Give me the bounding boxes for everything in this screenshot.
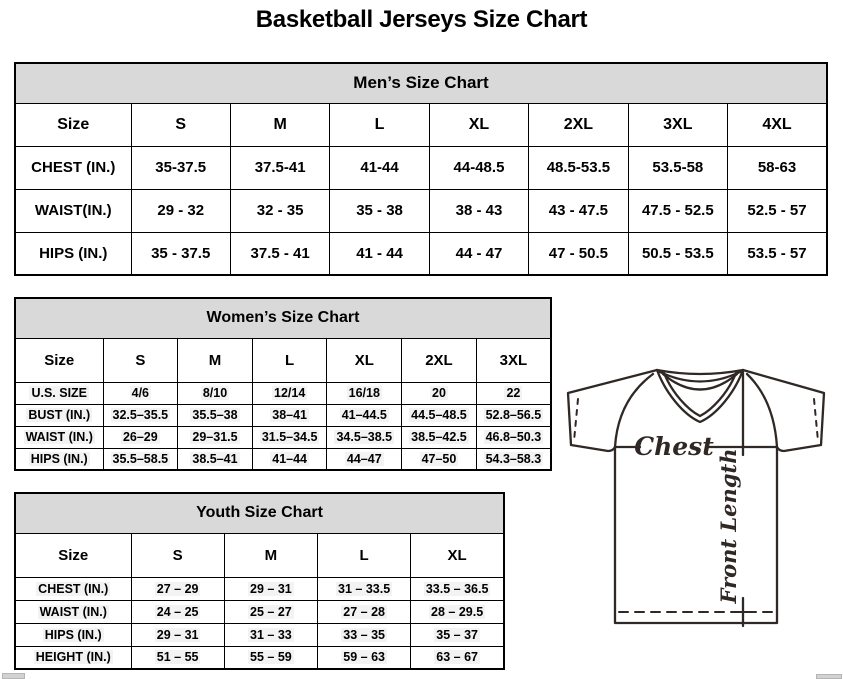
table-band-row	[15, 493, 504, 533]
size-value: 35.5–58.5	[103, 448, 178, 470]
size-value: 53.5 - 57	[728, 232, 827, 275]
size-value: 32 - 35	[230, 189, 329, 232]
table-header-row	[15, 103, 827, 146]
size-value: 47.5 - 52.5	[628, 189, 727, 232]
table-row	[15, 448, 551, 470]
table-row	[15, 189, 827, 232]
size-value: 37.5-41	[230, 146, 329, 189]
chest-label: Chest	[634, 432, 714, 461]
size-col-header: S	[103, 338, 178, 382]
size-col-header: Size	[15, 103, 131, 146]
size-col-header: 4XL	[728, 103, 827, 146]
table-header-row	[15, 338, 551, 382]
size-value: 32.5–35.5	[103, 404, 178, 426]
size-value: 25 – 27	[224, 600, 317, 623]
jersey-outline	[568, 370, 824, 623]
size-value: 38 - 43	[429, 189, 528, 232]
size-value: 12/14	[252, 382, 327, 404]
size-value: 31 – 33.5	[318, 577, 411, 600]
size-value: 38.5–42.5	[402, 426, 477, 448]
size-value: 55 – 59	[224, 646, 317, 669]
table-row	[15, 577, 504, 600]
row-label: CHEST (IN.)	[15, 577, 131, 600]
size-col-header: L	[252, 338, 327, 382]
size-col-header: S	[131, 533, 224, 577]
row-label: HIPS (IN.)	[15, 623, 131, 646]
size-value: 20	[402, 382, 477, 404]
table-row	[15, 146, 827, 189]
size-value: 41–44.5	[327, 404, 402, 426]
size-value: 35 – 37	[411, 623, 504, 646]
size-value: 29–31.5	[178, 426, 253, 448]
size-value: 46.8–50.3	[476, 426, 551, 448]
size-value: 51 – 55	[131, 646, 224, 669]
size-col-header: XL	[411, 533, 504, 577]
table-row	[15, 623, 504, 646]
size-value: 31 – 33	[224, 623, 317, 646]
size-value: 35 - 38	[330, 189, 429, 232]
size-value: 63 – 67	[411, 646, 504, 669]
size-value: 28 – 29.5	[411, 600, 504, 623]
size-value: 27 – 28	[318, 600, 411, 623]
size-col-header: M	[178, 338, 253, 382]
size-value: 24 – 25	[131, 600, 224, 623]
size-value: 54.3–58.3	[476, 448, 551, 470]
row-label: U.S. SIZE	[15, 382, 103, 404]
table-header-row	[15, 533, 504, 577]
jersey-measurement-diagram	[556, 358, 843, 648]
size-value: 41-44	[330, 146, 429, 189]
size-value: 34.5–38.5	[327, 426, 402, 448]
size-col-header: M	[224, 533, 317, 577]
row-label: WAIST (IN.)	[15, 600, 131, 623]
table-row	[15, 382, 551, 404]
size-value: 44.5–48.5	[402, 404, 477, 426]
size-col-header: S	[131, 103, 230, 146]
size-col-header: 2XL	[529, 103, 628, 146]
size-col-header: XL	[429, 103, 528, 146]
size-col-header: 3XL	[476, 338, 551, 382]
size-value: 35 - 37.5	[131, 232, 230, 275]
table-row	[15, 600, 504, 623]
front-length-label: Front Length	[716, 448, 741, 604]
row-label: CHEST (IN.)	[15, 146, 131, 189]
size-col-header: Size	[15, 533, 131, 577]
bottom-left-fragment	[2, 673, 25, 679]
vneck-inner	[664, 373, 736, 416]
table-band-row	[15, 298, 551, 338]
size-value: 33 – 35	[318, 623, 411, 646]
bottom-right-fragment	[816, 674, 842, 679]
table-row	[15, 232, 827, 275]
size-value: 52.5 - 57	[728, 189, 827, 232]
size-value: 43 - 47.5	[529, 189, 628, 232]
size-value: 29 - 32	[131, 189, 230, 232]
table-row	[15, 426, 551, 448]
left-cuff-dashes	[574, 399, 578, 441]
table-row	[15, 404, 551, 426]
youth-size-chart-table	[14, 492, 505, 670]
table-band-row	[15, 63, 827, 103]
size-value: 35-37.5	[131, 146, 230, 189]
womens-chart-title: Women’s Size Chart	[15, 298, 551, 338]
size-value: 38.5–41	[178, 448, 253, 470]
size-value: 16/18	[327, 382, 402, 404]
size-col-header: 3XL	[628, 103, 727, 146]
size-value: 47–50	[402, 448, 477, 470]
vneck-outer	[657, 370, 743, 422]
mens-chart-title: Men’s Size Chart	[15, 63, 827, 103]
size-value: 47 - 50.5	[529, 232, 628, 275]
size-value: 41 - 44	[330, 232, 429, 275]
size-value: 44-48.5	[429, 146, 528, 189]
size-value: 4/6	[103, 382, 178, 404]
mens-size-chart-table	[14, 62, 828, 276]
size-value: 22	[476, 382, 551, 404]
size-value: 50.5 - 53.5	[628, 232, 727, 275]
page-title: Basketball Jerseys Size Chart	[255, 6, 588, 33]
youth-chart-title: Youth Size Chart	[15, 493, 504, 533]
size-value: 44–47	[327, 448, 402, 470]
size-col-header: 2XL	[402, 338, 477, 382]
row-label: HIPS (IN.)	[15, 232, 131, 275]
size-value: 26–29	[103, 426, 178, 448]
size-value: 33.5 – 36.5	[411, 577, 504, 600]
row-label: WAIST (IN.)	[15, 426, 103, 448]
size-value: 38–41	[252, 404, 327, 426]
table-row	[15, 646, 504, 669]
right-armhole-seam	[747, 374, 777, 447]
size-col-header: Size	[15, 338, 103, 382]
size-col-header: L	[330, 103, 429, 146]
size-value: 27 – 29	[131, 577, 224, 600]
size-value: 52.8–56.5	[476, 404, 551, 426]
right-cuff-dashes	[814, 399, 818, 441]
row-label: HIPS (IN.)	[15, 448, 103, 470]
collar-top-edge	[657, 370, 743, 374]
size-value: 41–44	[252, 448, 327, 470]
size-value: 29 – 31	[131, 623, 224, 646]
womens-size-chart-table	[14, 297, 552, 471]
row-label: HEIGHT (IN.)	[15, 646, 131, 669]
size-value: 58-63	[728, 146, 827, 189]
row-label: BUST (IN.)	[15, 404, 103, 426]
size-value: 35.5–38	[178, 404, 253, 426]
size-value: 29 – 31	[224, 577, 317, 600]
size-value: 31.5–34.5	[252, 426, 327, 448]
size-col-header: XL	[327, 338, 402, 382]
size-col-header: L	[318, 533, 411, 577]
size-value: 44 - 47	[429, 232, 528, 275]
size-value: 53.5-58	[628, 146, 727, 189]
size-value: 48.5-53.5	[529, 146, 628, 189]
size-value: 59 – 63	[318, 646, 411, 669]
size-col-header: M	[230, 103, 329, 146]
size-value: 37.5 - 41	[230, 232, 329, 275]
size-value: 8/10	[178, 382, 253, 404]
row-label: WAIST(IN.)	[15, 189, 131, 232]
